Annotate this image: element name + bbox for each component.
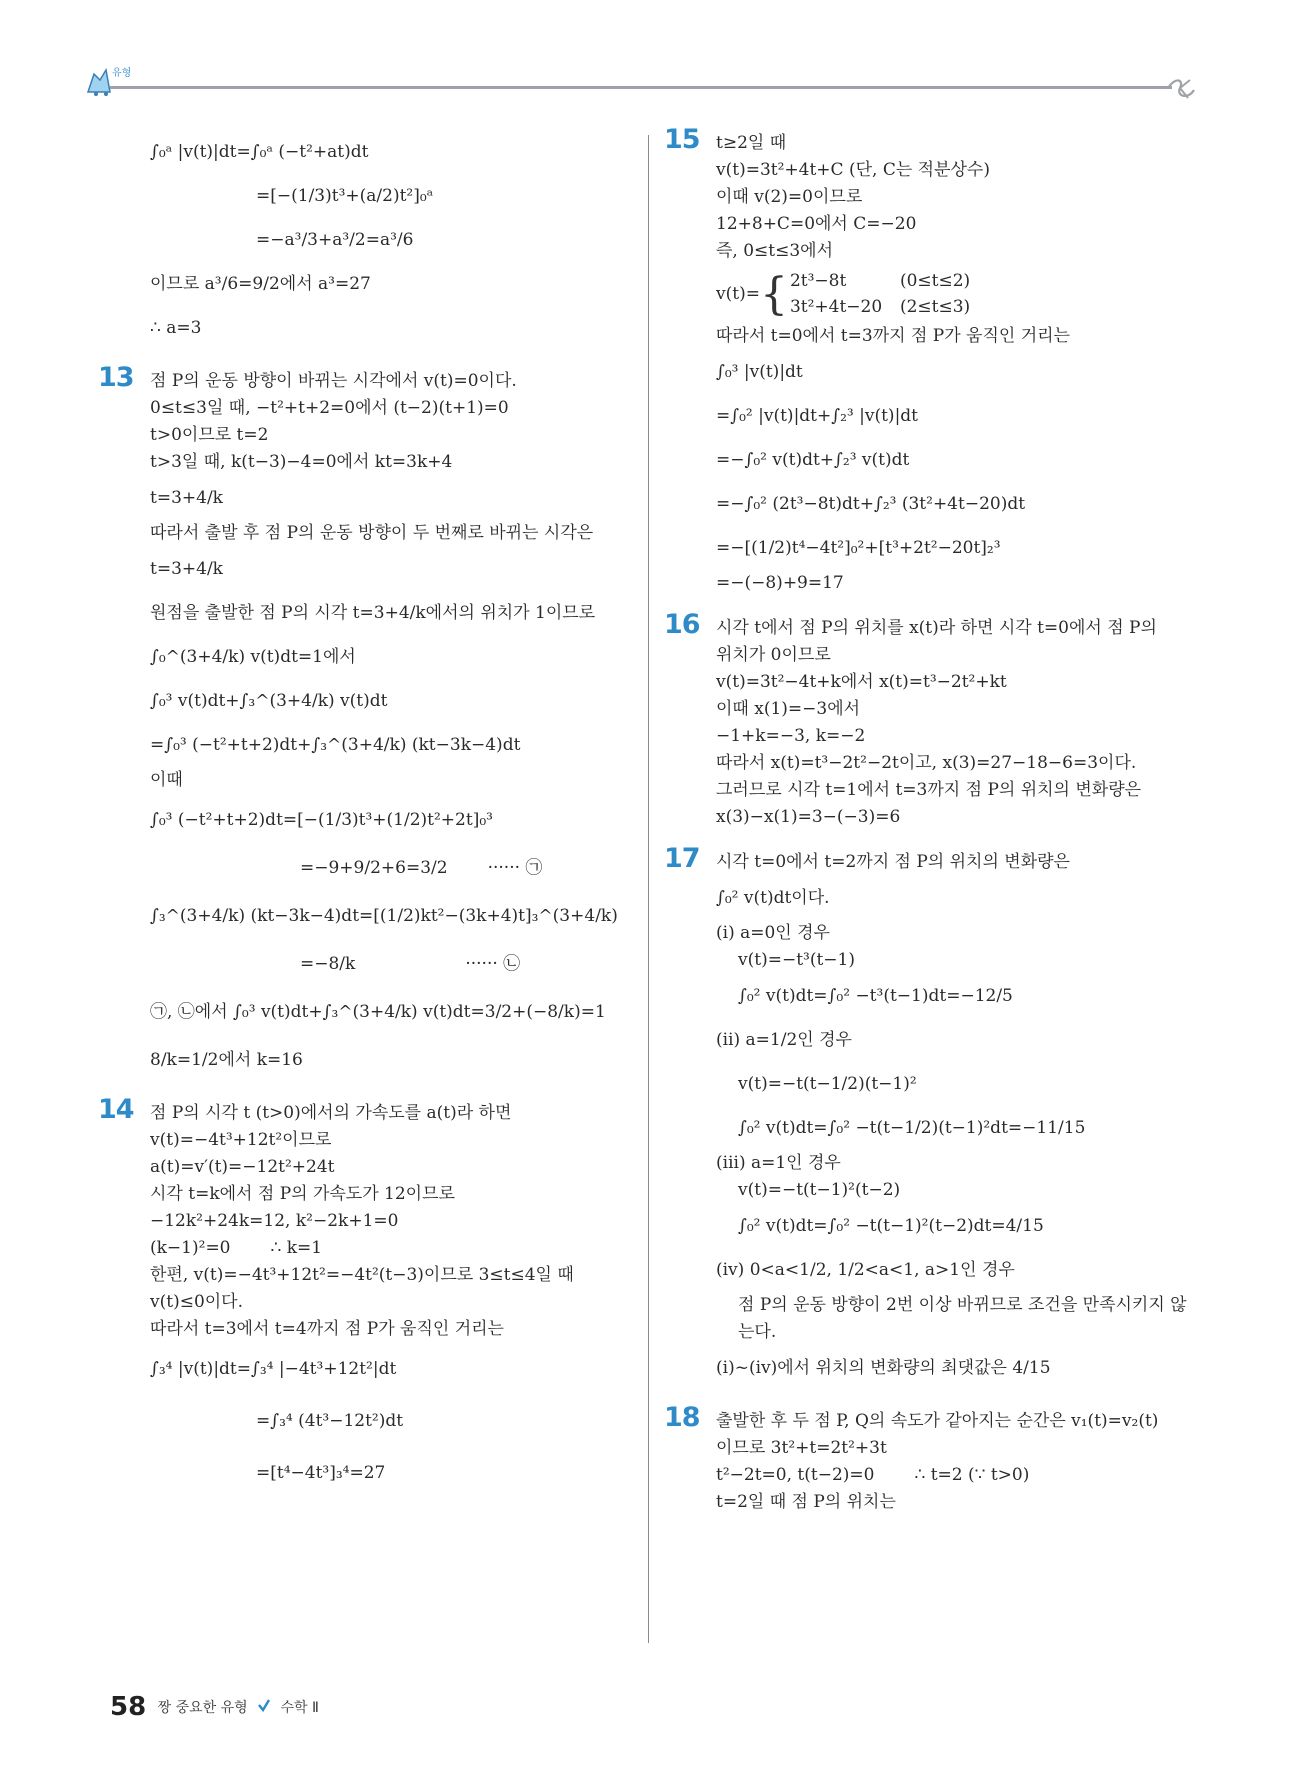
solution-line: 따라서 출발 후 점 P의 운동 방향이 두 번째로 바뀌는 시각은 [150, 523, 594, 543]
solution-line: ∫₀² v(t)dt=∫₀² −t³(t−1)dt=−12/5 [738, 986, 1013, 1006]
solution-line: t=3+4/k [150, 559, 223, 579]
solution-line: t>3일 때, k(t−3)−4=0에서 kt=3k+4 [150, 452, 453, 472]
page-footer [110, 1692, 319, 1722]
solution-line: ∫₀² v(t)dt=∫₀² −t(t−1/2)(t−1)²dt=−11/15 [738, 1118, 1086, 1138]
solution-line: ∫₀^(3+4/k) v(t)dt=1에서 [150, 647, 356, 667]
solution-line: 12+8+C=0에서 C=−20 [716, 214, 917, 234]
solution-line: 점 P의 운동 방향이 2번 이상 바뀌므로 조건을 만족시키지 않 [738, 1295, 1187, 1315]
equation-text: v(t)= [716, 283, 760, 304]
solution-line: v(t)=−4t³+12t²이므로 [150, 1130, 332, 1150]
solution-line: 이므로 a³/6=9/2에서 a³=27 [150, 274, 371, 294]
solution-line: a(t)=v′(t)=−12t²+24t [150, 1157, 335, 1177]
solution-line: 따라서 x(t)=t³−2t²−2t이고, x(3)=27−18−6=3이다. [716, 753, 1137, 773]
solution-line: =−∫₀² (2t³−8t)dt+∫₂³ (3t²+4t−20)dt [716, 494, 1026, 514]
problem-18 [664, 1402, 1206, 1516]
solution-line: =[−(1/3)t³+(a/2)t²]₀ᵃ [256, 186, 434, 206]
solution-line: t=2일 때 점 P의 위치는 [716, 1492, 896, 1512]
solution-line: 는다. [738, 1322, 777, 1342]
piecewise-expression: 2t³−8t [789, 271, 847, 291]
problem-17 [664, 843, 1206, 1390]
problem-number: 15 [664, 124, 700, 155]
solution-line: 한편, v(t)=−4t³+12t²=−4t²(t−3)이므로 3≤t≤4일 때 [150, 1265, 574, 1285]
solution-line: =−(−8)+9=17 [716, 573, 844, 593]
solution-line: v(t)=−t³(t−1) [738, 950, 855, 970]
equation-text: t²−2t=0, t(t−2)=0 [716, 1465, 875, 1485]
equation-text: (k−1)²=0 [150, 1238, 231, 1258]
solution-line: =[t⁴−4t³]₃⁴=27 [256, 1463, 386, 1483]
equation-text: =−9+9/2+6=3/2 [300, 858, 448, 878]
solution-line: ∫₀³ |v(t)|dt [716, 362, 803, 382]
solution-line: 이때 x(1)=−3에서 [716, 699, 861, 719]
header-logo-text: 유형 [112, 68, 132, 79]
solution-line: v(t)=3t²−4t+k에서 x(t)=t³−2t²+kt [716, 672, 1007, 692]
problem-number: 16 [664, 609, 700, 640]
problem-14 [98, 1094, 628, 1499]
solution-line: −12k²+24k=12, k²−2k+1=0 [150, 1211, 399, 1231]
solution-line: =∫₃⁴ (4t³−12t²)dt [256, 1411, 404, 1431]
case-heading: (ⅳ) 0<a<1/2, 1/2<a<1, a>1인 경우 [716, 1260, 1015, 1280]
piecewise-condition: (2≤t≤3) [899, 297, 971, 317]
solution-line: x(3)−x(1)=3−(−3)=6 [716, 807, 901, 827]
solution-line: ∫₃⁴ |v(t)|dt=∫₃⁴ |−4t³+12t²|dt [150, 1359, 397, 1379]
solution-line: ∫₃^(3+4/k) (kt−3k−4)dt=[(1/2)kt²−(3k+4)t]₃^(3+4/k) [150, 906, 618, 926]
page-number: 58 [110, 1692, 147, 1722]
solution-line: ∫₀³ v(t)dt+∫₃^(3+4/k) v(t)dt [150, 691, 388, 711]
solution-line: t>0이므로 t=2 [150, 425, 269, 445]
solution-line: 위치가 0이므로 [716, 645, 831, 665]
solution-line: 이때 [150, 770, 183, 790]
left-column [98, 130, 628, 1499]
solution-line: =∫₀³ (−t²+t+2)dt+∫₃^(3+4/k) (kt−3k−4)dt [150, 735, 521, 755]
solution-line: 이때 v(2)=0이므로 [716, 187, 863, 207]
solution-line: =∫₀² |v(t)|dt+∫₂³ |v(t)|dt [716, 406, 919, 426]
solution-line: =−∫₀² v(t)dt+∫₂³ v(t)dt [716, 450, 910, 470]
equation-marker: ······ ㉠ [487, 858, 543, 878]
solution-line: 0≤t≤3일 때, −t²+t+2=0에서 (t−2)(t+1)=0 [150, 398, 509, 418]
solution-line: 8/k=1/2에서 k=16 [150, 1050, 303, 1070]
solution-line: ∫₀² v(t)dt=∫₀² −t(t−1)²(t−2)dt=4/15 [738, 1216, 1044, 1236]
equation-text: ∴ k=1 [270, 1238, 323, 1258]
case-heading: (ⅱ) a=1/2인 경우 [716, 1030, 852, 1050]
solution-line: v(t)=−t(t−1/2)(t−1)² [738, 1074, 917, 1094]
problem-number: 17 [664, 843, 700, 874]
solution-line: ∫₀² v(t)dt이다. [716, 888, 830, 908]
equation-marker: ······ ㉡ [465, 954, 521, 974]
column-divider [648, 135, 649, 1643]
solution-line [716, 1462, 1206, 1489]
header-logo [84, 62, 140, 103]
solution-line: 점 P의 시각 t (t>0)에서의 가속도를 a(t)라 하면 [150, 1103, 512, 1123]
solution-line: v(t)=3t²+4t+C (단, C는 적분상수) [716, 160, 990, 180]
piecewise-expression: 3t²+4t−20 [789, 297, 883, 317]
solution-line: (ⅰ)~(ⅳ)에서 위치의 변화량의 최댓값은 4/15 [716, 1358, 1051, 1378]
problem-number: 13 [98, 362, 134, 393]
solution-line: =−[(1/2)t⁴−4t²]₀²+[t³+2t²−20t]₂³ [716, 538, 1001, 558]
solution-line: ∫₀ᵃ |v(t)|dt=∫₀ᵃ (−t²+at)dt [150, 142, 369, 162]
solution-line: 그러므로 시각 t=1에서 t=3까지 점 P의 위치의 변화량은 [716, 780, 1142, 800]
solution-line [150, 942, 628, 986]
piecewise-condition: (0≤t≤2) [899, 271, 971, 291]
equation-text: =−8/k [300, 954, 356, 974]
problem-number: 14 [98, 1094, 134, 1125]
problem-13 [98, 362, 628, 1082]
solution-line [150, 846, 628, 890]
piecewise-function [716, 265, 1206, 323]
solution-line [150, 1235, 628, 1262]
solution-line: t=3+4/k [150, 488, 223, 508]
problem-number: 18 [664, 1402, 700, 1433]
book-title: 짱 중요한 유형 [157, 1700, 248, 1716]
case-heading: (ⅲ) a=1인 경우 [716, 1153, 841, 1173]
right-column [664, 124, 1206, 1516]
problem-16 [664, 609, 1206, 831]
left-brace-icon: { [759, 268, 788, 320]
footer-check-icon [257, 1697, 271, 1717]
solution-line: v(t)=−t(t−1)²(t−2) [738, 1180, 901, 1200]
solution-line: 원점을 출발한 점 P의 시각 t=3+4/k에서의 위치가 1이므로 [150, 603, 596, 623]
solution-line: 즉, 0≤t≤3에서 [716, 241, 834, 261]
solution-line: ∫₀³ (−t²+t+2)dt=[−(1/3)t³+(1/2)t²+2t]₀³ [150, 810, 493, 830]
solution-line: v(t)≤0이다. [150, 1292, 244, 1312]
solution-line: 점 P의 운동 방향이 바뀌는 시각에서 v(t)=0이다. [150, 371, 517, 391]
solution-line: ∴ a=3 [150, 318, 202, 338]
case-heading: (ⅰ) a=0인 경우 [716, 923, 830, 943]
solution-line: 시각 t에서 점 P의 위치를 x(t)라 하면 시각 t=0에서 점 P의 [716, 618, 1157, 638]
solution-line: 따라서 t=0에서 t=3까지 점 P가 움직인 거리는 [716, 326, 1070, 346]
solution-line: 시각 t=0에서 t=2까지 점 P의 위치의 변화량은 [716, 852, 1070, 872]
equation-text: ∴ t=2 (∵ t>0) [914, 1465, 1030, 1485]
header-rule [110, 86, 1172, 89]
solution-line: =−a³/3+a³/2=a³/6 [256, 230, 414, 250]
solution-line: −1+k=−3, k=−2 [716, 726, 866, 746]
problem-15 [664, 124, 1206, 597]
solution-line: 시각 t=k에서 점 P의 가속도가 12이므로 [150, 1184, 455, 1204]
subject-label: 수학 Ⅱ [280, 1700, 319, 1716]
solution-line: 이므로 3t²+t=2t²+3t [716, 1438, 887, 1458]
solution-line: t≥2일 때 [716, 133, 787, 153]
ribbon-icon [1166, 76, 1200, 107]
solution-line: ㉠, ㉡에서 ∫₀³ v(t)dt+∫₃^(3+4/k) v(t)dt=3/2+(−8/k)=1 [150, 1002, 606, 1022]
solution-line: 따라서 t=3에서 t=4까지 점 P가 움직인 거리는 [150, 1319, 504, 1339]
solution-line: 출발한 후 두 점 P, Q의 속도가 같아지는 순간은 v₁(t)=v₂(t) [716, 1411, 1159, 1431]
